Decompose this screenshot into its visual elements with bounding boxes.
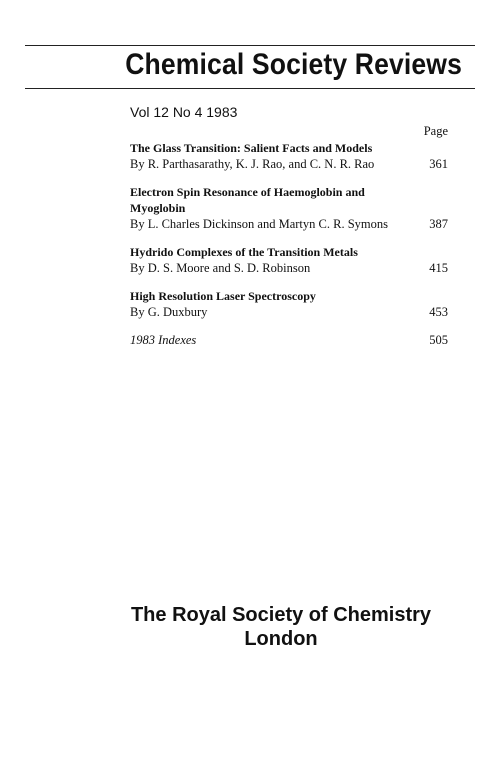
article-title: High Resolution Laser Spectroscopy xyxy=(130,289,316,303)
article-title-line: Electron Spin Resonance of Haemoglobin and xyxy=(130,185,365,199)
article-title-line: Myoglobin xyxy=(130,201,186,215)
article-byline xyxy=(130,216,448,233)
article-title: The Glass Transition: Salient Facts and Models xyxy=(130,141,373,155)
article-byline xyxy=(130,304,448,321)
toc-entry-laser-spectroscopy xyxy=(130,288,448,321)
article-authors: By D. S. Moore and S. D. Robinson xyxy=(130,261,311,275)
toc-entry-indexes xyxy=(130,332,448,349)
indexes-line xyxy=(130,332,448,349)
article-byline xyxy=(130,260,448,277)
article-title xyxy=(130,184,448,216)
article-authors: By R. Parthasarathy, K. J. Rao, and C. N. R. Rao xyxy=(130,157,375,171)
article-page-number: 453 xyxy=(429,305,448,319)
article-byline xyxy=(130,156,448,173)
toc-entry-glass-transition xyxy=(130,140,448,173)
toc-entry-electron-spin-resonance xyxy=(130,184,448,233)
volume-issue-line: Vol 12 No 4 1983 xyxy=(130,104,238,120)
toc-entry-hydrido-complexes xyxy=(130,244,448,277)
article-page-number: 415 xyxy=(429,261,448,275)
article-authors: By G. Duxbury xyxy=(130,305,208,319)
journal-title: Chemical Society Reviews xyxy=(125,48,462,81)
indexes-page-number: 505 xyxy=(429,333,448,347)
indexes-label: 1983 Indexes xyxy=(130,333,197,347)
table-of-contents xyxy=(130,140,448,360)
header-top-rule xyxy=(25,45,475,46)
publisher-block xyxy=(0,603,500,651)
publisher-city: London xyxy=(244,628,318,650)
article-page-number: 361 xyxy=(429,157,448,171)
page-column-header: Page xyxy=(423,124,448,138)
header-bottom-rule xyxy=(25,88,475,89)
publisher-name: The Royal Society of Chemistry xyxy=(130,604,432,626)
article-title: Hydrido Complexes of the Transition Metals xyxy=(130,245,358,259)
article-page-number: 387 xyxy=(429,217,448,231)
article-authors: By L. Charles Dickinson and Martyn C. R. Symons xyxy=(130,217,388,231)
